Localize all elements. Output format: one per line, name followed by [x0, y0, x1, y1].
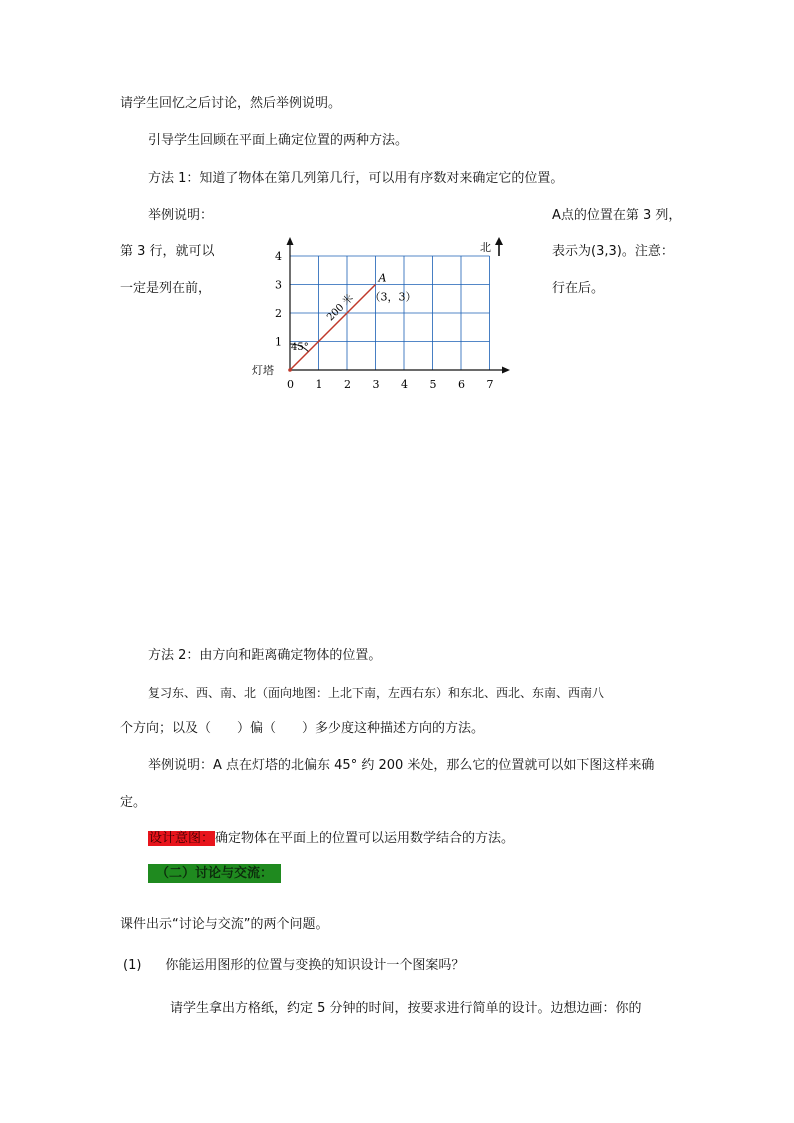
question-1-number: (1)	[123, 958, 142, 973]
x-tick-label: 3	[372, 378, 380, 391]
paragraph-method-1: 方法 1：知道了物体在第几列第几行，可以用有序数对来确定它的位置。	[148, 171, 564, 186]
x-tick-label: 1	[315, 378, 323, 391]
y-tick-label: 1	[275, 335, 282, 349]
distance-label: 200 米	[325, 292, 356, 324]
question-1	[123, 958, 464, 974]
lighthouse-to-a-segment	[290, 285, 376, 371]
y-axis-arrow	[287, 237, 294, 245]
y-tick-label: 4	[275, 250, 282, 263]
y-tick-label: 2	[275, 307, 282, 320]
example-text-left-3: 一定是列在前，	[120, 281, 212, 296]
section-heading-discussion	[148, 866, 281, 882]
design-intent	[148, 831, 514, 847]
example-text-right-1: A点的位置在第 3 列，	[552, 208, 682, 223]
x-tick-label: 4	[401, 378, 408, 391]
example-text-left-2: 第 3 行，就可以	[120, 244, 215, 259]
design-intent-label: 设计意图：	[149, 831, 215, 846]
x-tick-label: 2	[344, 378, 351, 391]
origin-point	[288, 368, 292, 372]
question-1-text: 你能运用图形的位置与变换的知识设计一个图案吗？	[165, 958, 465, 973]
x-tick-label: 6	[458, 378, 465, 391]
north-label: 北	[480, 241, 491, 254]
paragraph-example-2-cont: 定。	[120, 795, 147, 810]
example-text-right-3: 行在后。	[552, 281, 605, 296]
paragraph-grid-paper: 请学生拿出方格纸，约定 5 分钟的时间，按要求进行简单的设计。边想边画：你的	[170, 1001, 642, 1016]
section-heading-text: （二）讨论与交流：	[148, 864, 281, 883]
x-tick-label: 7	[486, 378, 494, 391]
angle-label: 45°	[291, 342, 309, 353]
north-arrow-icon	[495, 237, 503, 256]
paragraph-direction-method: 个方向；以及（ ）偏（ ）多少度这种描述方向的方法。	[120, 721, 485, 736]
y-tick-label: 3	[275, 278, 282, 292]
paragraph-method-2: 方法 2：由方向和距离确定物体的位置。	[148, 648, 382, 663]
coordinate-figure	[240, 228, 530, 403]
design-intent-text: 确定物体在平面上的位置可以运用数学结合的方法。	[215, 831, 515, 846]
paragraph-two-methods: 引导学生回顾在平面上确定位置的两种方法。	[148, 133, 409, 148]
paragraph-example-2: 举例说明：A 点在灯塔的北偏东 45° 约 200 米处，那么它的位置就可以如下图这样来确	[148, 758, 655, 773]
x-tick-label: 5	[429, 378, 437, 391]
example-text-right-2: 表示为(3,3)。注意：	[552, 244, 674, 259]
example-label-1: 举例说明：	[148, 208, 214, 223]
paragraph-review-directions: 复习东、西、南、北（面向地图：上北下南，左西右东）和东北、西北、东南、西南八	[148, 686, 605, 700]
paragraph-recall: 请学生回忆之后讨论，然后举例说明。	[120, 96, 342, 111]
x-axis-arrow	[502, 367, 510, 374]
point-a-label: A	[378, 271, 387, 285]
lighthouse-label: 灯塔	[252, 364, 274, 377]
x-tick-label: 0	[287, 378, 294, 391]
paragraph-courseware: 课件出示“讨论与交流”的两个问题。	[120, 917, 329, 932]
point-a-coordinate-label: （3，3）	[369, 290, 417, 304]
